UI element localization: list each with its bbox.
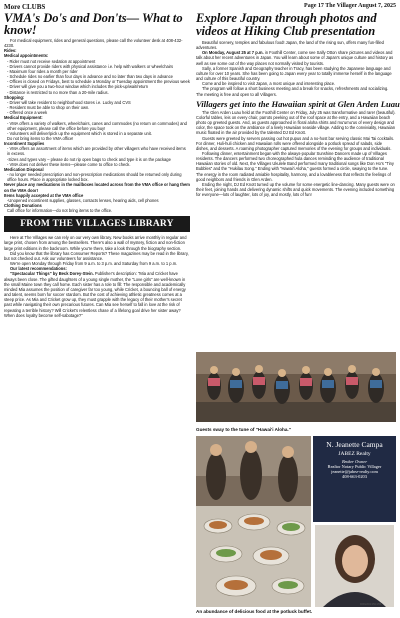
luau-article: The Glen Arden Luau held at the Foothill Center on Friday, July 25 was transformative and rare! (beautiful). Colorful tables, leis on every chair, parrots peeking out of the roof space at the entry, and a Hawaiian beach photo op greeted guests. And, as guests approached in floral aloha shirts and mu'umu'us of every design and color, the space took on the ambiance of a lively Hawaiian seaside village. Adding to the conviviality, Hawaiian music floated in the air provided by the talented DJ Ed Knott. Guests were greeted by servers passing out hot pupus and a no-host bar serving classic Mai Tai cocktails. For dinner, Huli-huli chicken and Hawaiian rolls were offered alongside a potluck spread of salads, side dishes, and desserts. A roaming photographer captured memories of the evening for groups and individuals. Following dinner, entertainment began with the always-popular Sunshine Dancers made up of Villages residents. The dancers performed two choreographed hula dances reminding the audience of traditional Hawaiian stories of old. Next, the Villages Ukulele Band performed many traditional songs like Don Ho's "Tiny Bubbles" and the "Hukilau Song." Ending with "Hawai'i Aloha," guests formed a circle, swaying to the tune. The energy in the room radiated amiable hospitality, harmony, and a lovableness that reflects the feelings of good neighbors and friends in Glen Arden. Ending the night, DJ Ed Knott turned up the volume for some energetic line-dancing. Many guests were on their feet, joining hands and delivering dynamic shifts and quick movements. The evening included something for everyone—lots of laughter, lots of joy, and mostly, lots of fun!: [196, 109, 396, 198]
page-folio-left: More CLUBS: [4, 3, 46, 11]
potluck-buffet-photo: [196, 436, 311, 607]
ad-agent-name: N. Jeanette Campa: [326, 440, 383, 449]
page-folio-right: Page 17 The Villager August 7, 2025: [304, 3, 396, 9]
agent-portrait: [315, 525, 394, 607]
ad-role2: Realtor Notary Public Villager: [327, 464, 382, 470]
photo-caption-dancers: Guests sway to the tune of "Hawai'i Aloha.": [196, 427, 291, 432]
vma-article: For medical equipment, rides and general questions, please call the volunteer desk at 408-432-4230. Rides: Medical appointments: - Rider must not receive sedation at appointment - Drivers cannot provide riders with physical assistance i.e. help with walkers or wheelchairs - Maximum four rides a month per rider - Schedule rides no earlier than four days in advance and no later than two days in advance - Offices is closed on Fridays, best to schedule a Monday or Tuesday appointment the previous week - Driver will give you a two-hour window which includes the pick-up/wait/return - Distance is restricted to no more than a 20-mile radius. Shopping: - Driver will take resident to neighborhood stores i.e. Lucky and CVS - Resident must be able to shop on their own. - Offered once a week Medical Equipment: - VMA offers a variety of walkers, wheelchairs, canes and commodes (no return on commodes) and other equipment, please call the office before you buy! - Volunteers will deliver/pick up the equipment which is stored in a separate unit. Do not bring items to the VMA office! Incontinent Supplies - VMA offers an assortment of items which are provided by other villagers who have received items in excess. -Sizes and types vary – please do not rip open bags to check and type it is on the package - VMA does not deliver these items—please come to office to check. Medication Disposal - no longer needed prescription and non-prescription medications should be returned only during office hours. Place in appropriate locked box. Never place any medications in the mailboxes located across from the VMA office or hang them on the VMA door! Items happily accepted at the VMA office -Unopened incontinent supplies, glasses, contacts lenses, hearing aids, cell phones Clothing Donations Call office for information—do not bring items to the office.: [4, 38, 190, 214]
right-column: [196, 3, 400, 198]
library-section-band: FROM THE VILLAGES LIBRARY: [4, 216, 190, 232]
left-column: [4, 3, 190, 318]
ad-phone: 408-663-0203: [342, 474, 367, 480]
library-article: Here at The Villages we can rely on our very own library. New books arrive monthly in regular and large print, chosen from among the bestsellers. There's also a wall of mystery, fiction and non-fiction large print editions in the backroom. While you're there, take a look through the biography section. Did you know that the library has Consumer Reports? These magazines may be read in the library, but not checked out. Ask our volunteers for assistance. We're open Monday through Friday from 9 a.m. to 3 p.m. and Saturday from 9 a.m. to 1 p.m. Our latest recommendations: "Spectacular Things" by Beck Dorey-Stein. Publisher's description: "Mia and Cricket have always been close. The gifted daughters of a young single mother, the "Love girls" are well-known in the small Maine town they call home. Each sister has a role to fill: The responsible and academically minded Mia assumes the position of caregiver far too young, while Cricket, a bouncing ball of energy and talent, seems born for soccer stardom. But the cost of achieving athletic greatness comes at a steep price. As Mia and Cricket grow up, they must grapple with the legacy of their mother's secret past while navigating their own precarious futures. Can Mia see herself to fall in love at the risk of repeating a terrible history? Will Cricket's relentless chase of a lifelong goal drive her sister away? When does loyalty become self-sabotage?": [4, 235, 189, 318]
ad-email[interactable]: jeanette@jabez-realty.com: [331, 469, 378, 475]
ad-company: JABEZ Realty: [338, 451, 371, 457]
japan-article: Beautiful scenery, temples and fabulous food! Japan, the land of the rising sun, offers many fun-filled adventures. On Monday, August 25 at 7 p.m. in Foothill Center, come see Sally Otton share pictures and videos and talk about her recent adventures in Japan. You will learn about some of Japan's unique culture and history as well as see some out of the way places not normally visited by tourists. Sally, a former Spanish and Geography teacher in Tracy, has been studying the Japanese language and culture for over 10 years. She has been going to Japan every year to totally immerse herself in the language and culture of this beautiful country. Come and be inspired to visit Japan, a most unique and interesting place. The program will follow a short business meeting and a break for snacks, refreshments and socializing. The meeting is free and open to all Villagers.: [196, 40, 394, 97]
vma-headline: VMA's Do's and Don'ts— What to know!: [4, 11, 183, 37]
luau-dancers-photo: [196, 352, 396, 432]
ad-role: Broker Owner: [341, 459, 368, 465]
photo-caption-buffet: An abundance of delicious food at the potluck buffet.: [196, 609, 313, 614]
japan-headline: Explore Japan through photos and videos at Hiking Club presentation: [196, 11, 377, 38]
luau-headline: Villagers get into the Hawaiian spirit at Glen Arden Luau: [196, 98, 400, 109]
ad-license-tag: DRE#01350155: [360, 602, 382, 606]
realtor-ad: [313, 436, 396, 522]
